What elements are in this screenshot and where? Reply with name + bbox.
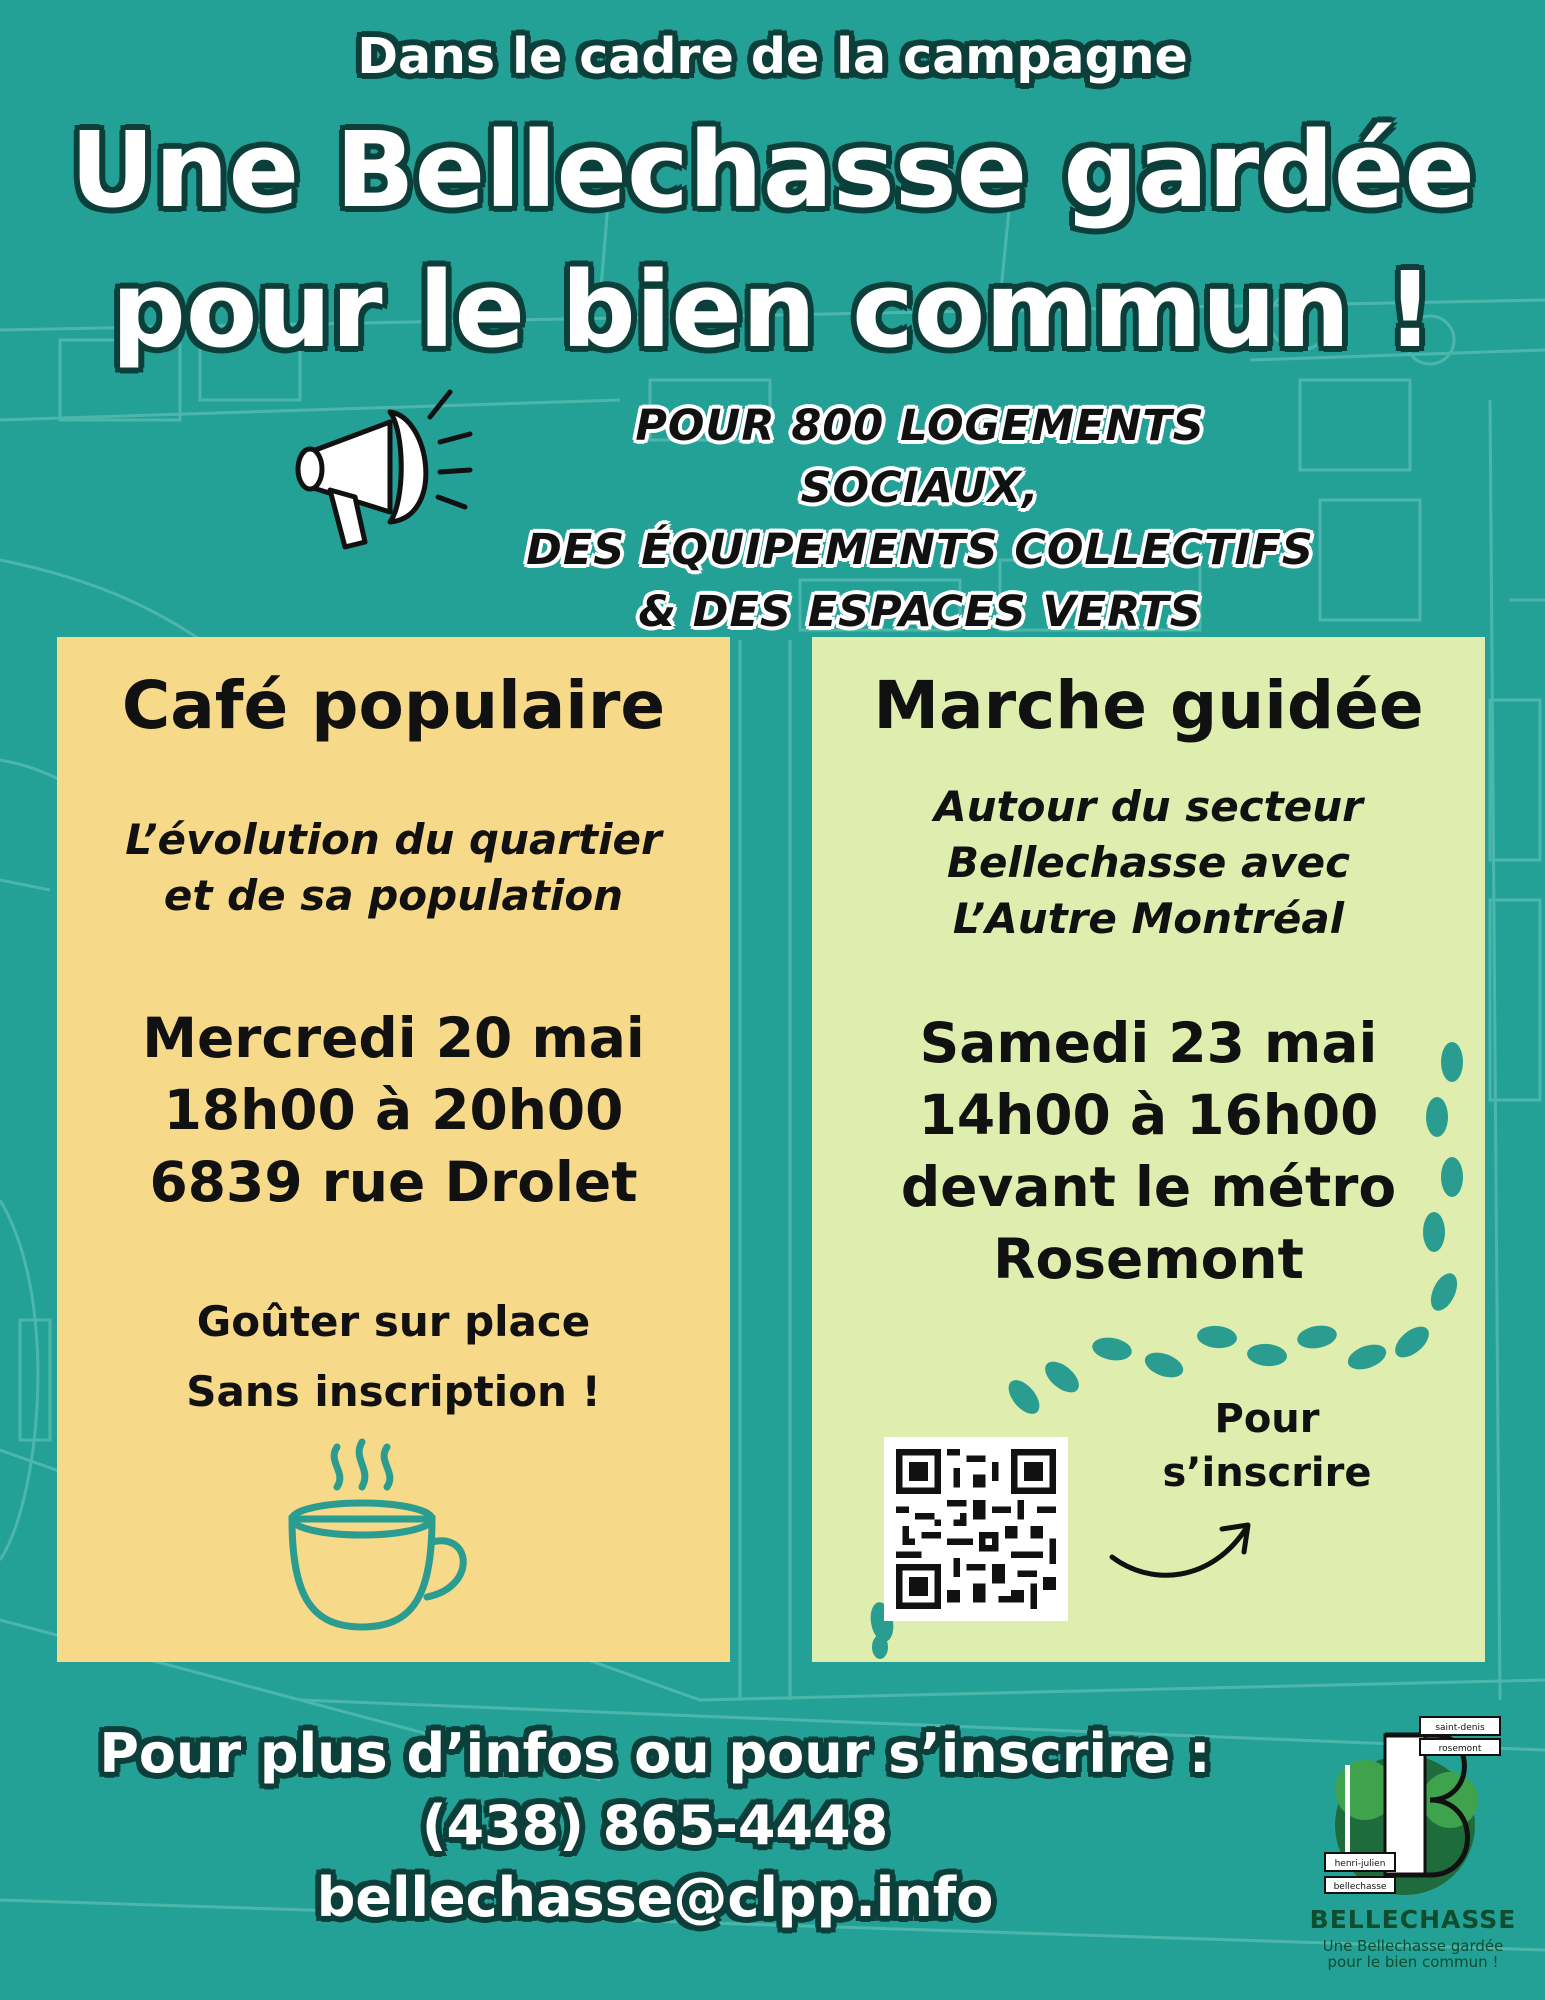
marche-subtitle	[812, 779, 1485, 947]
marche-details	[812, 1007, 1485, 1295]
cafe-note2: Sans inscription !	[186, 1367, 601, 1416]
cafe-title: Café populaire	[121, 667, 666, 744]
footer-info: Pour plus d’infos ou pour s’inscrire :	[99, 1722, 1211, 1785]
register-line2: s’inscrire	[1162, 1450, 1372, 1496]
cafe-notes	[57, 1287, 730, 1427]
slogan-line1: POUR 800 LOGEMENTS SOCIAUX,	[635, 401, 1205, 513]
marche-subtitle-line2: Bellechasse avec	[946, 838, 1351, 887]
cafe-note1: Goûter sur place	[196, 1297, 591, 1346]
cafe-subtitle-line2: et de sa population	[163, 871, 624, 920]
marche-time: 14h00 à 16h00	[918, 1083, 1379, 1147]
logo-sign2: rosemont	[1438, 1744, 1482, 1754]
slogan-line2: DES ÉQUIPEMENTS COLLECTIFS	[526, 525, 1314, 575]
register-line1: Pour	[1214, 1396, 1320, 1442]
coffee-cup-icon	[282, 1437, 482, 1637]
marche-place-line2: Rosemont	[993, 1227, 1304, 1291]
campaign-title-line1: Une Bellechasse gardée	[70, 109, 1475, 231]
slogan	[520, 395, 1320, 643]
footer-phone[interactable]: (438) 865-4448	[421, 1794, 889, 1857]
megaphone-icon	[280, 372, 520, 572]
cafe-subtitle	[57, 812, 730, 924]
cafe-date: Mercredi 20 mai	[142, 1006, 645, 1070]
marche-subtitle-line3: L’Autre Montréal	[952, 894, 1345, 943]
marche-place-line1: devant le métro	[900, 1155, 1397, 1219]
logo-tagline-line1: Une Bellechasse gardée	[1322, 1937, 1504, 1955]
curved-arrow-icon	[1102, 1507, 1262, 1587]
cafe-card	[57, 637, 730, 1662]
cafe-time: 18h00 à 20h00	[163, 1078, 624, 1142]
register-label	[1142, 1392, 1392, 1500]
campaign-intro: Dans le cadre de la campagne	[357, 28, 1188, 85]
marche-card	[812, 637, 1485, 1662]
logo-sign3: henri-julien	[1334, 1859, 1386, 1869]
marche-subtitle-line1: Autour du secteur	[934, 782, 1363, 831]
marche-date: Samedi 23 mai	[919, 1011, 1378, 1075]
slogan-line3: & DES ESPACES VERTS	[638, 587, 1202, 637]
cafe-subtitle-line1: L’évolution du quartier	[125, 815, 662, 864]
logo-tagline-line2: pour le bien commun !	[1327, 1953, 1499, 1971]
cafe-address: 6839 rue Drolet	[149, 1150, 638, 1214]
logo-tagline	[1298, 1938, 1528, 1970]
campaign-title-line2: pour le bien commun !	[111, 249, 1434, 371]
bellechasse-logo	[1305, 1705, 1505, 1925]
logo-name: BELLECHASSE	[1309, 1905, 1517, 1934]
qr-code-icon[interactable]	[884, 1437, 1068, 1621]
marche-title: Marche guidée	[873, 667, 1424, 744]
cafe-details	[57, 1002, 730, 1218]
footer-email[interactable]: bellechasse@clpp.info	[316, 1866, 994, 1929]
logo-sign1: saint-denis	[1435, 1723, 1485, 1733]
logo-sign4: bellechasse	[1333, 1882, 1387, 1892]
